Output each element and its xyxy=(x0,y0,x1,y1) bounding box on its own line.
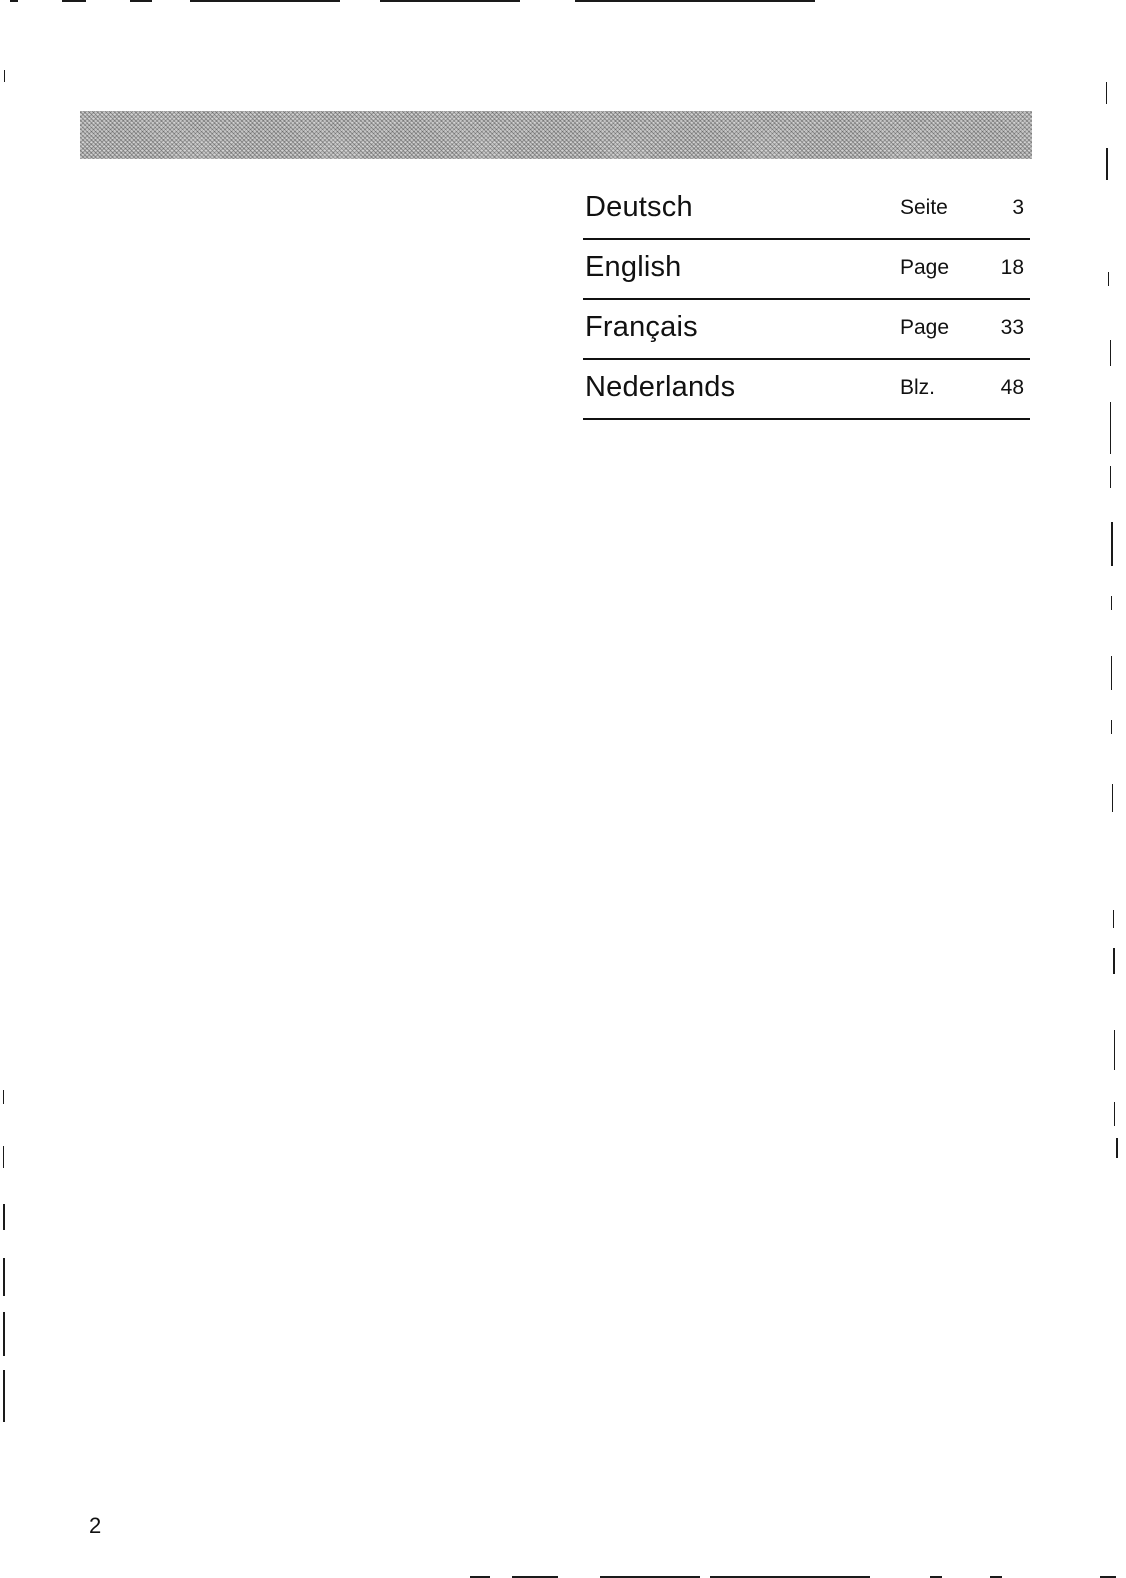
scan-artifact xyxy=(575,0,815,2)
toc-page-number: 33 xyxy=(1000,316,1024,339)
scan-artifact xyxy=(4,70,5,82)
header-band xyxy=(80,111,1032,159)
scan-artifact xyxy=(1108,272,1109,286)
toc-page-label: Seite xyxy=(900,196,948,219)
scan-artifact xyxy=(130,0,152,2)
scan-artifact xyxy=(3,1370,5,1422)
scan-artifact xyxy=(1111,720,1112,734)
toc-page-label: Page xyxy=(900,316,950,339)
scan-artifact xyxy=(1111,596,1112,610)
toc-row-deutsch xyxy=(583,180,1030,240)
scan-artifact xyxy=(1111,522,1113,566)
toc-page-number: 3 xyxy=(1012,196,1024,219)
toc-row-english xyxy=(583,240,1030,300)
scan-artifact xyxy=(62,0,86,2)
scan-artifact xyxy=(1111,656,1112,690)
scan-artifact xyxy=(3,1312,5,1356)
scan-artifact xyxy=(3,1090,4,1104)
scan-artifact xyxy=(190,0,340,2)
language-index xyxy=(583,180,1030,420)
toc-language: English xyxy=(585,251,682,283)
toc-page-number: 18 xyxy=(1000,256,1024,279)
scan-artifact xyxy=(1114,1102,1115,1126)
toc-page-number: 48 xyxy=(1000,376,1024,399)
toc-language: Nederlands xyxy=(585,371,736,403)
scan-artifact xyxy=(380,0,520,2)
scan-artifact xyxy=(3,1258,5,1296)
scan-artifact xyxy=(1106,148,1108,180)
scan-artifact xyxy=(1116,1138,1118,1158)
scan-artifact xyxy=(1113,910,1114,928)
scan-artifact xyxy=(10,0,18,2)
scan-artifact xyxy=(1113,948,1115,974)
scan-artifact xyxy=(1110,466,1111,488)
toc-language: Deutsch xyxy=(585,191,693,223)
toc-row-francais xyxy=(583,300,1030,360)
scan-artifact xyxy=(1114,1030,1115,1070)
page-number: 2 xyxy=(89,1513,102,1538)
scan-artifact xyxy=(1110,340,1111,366)
scan-artifact xyxy=(3,1146,4,1168)
toc-page-label: Blz. xyxy=(900,376,936,399)
scan-artifact xyxy=(1106,82,1107,104)
scan-artifact xyxy=(3,1204,5,1230)
toc-language: Français xyxy=(585,311,698,343)
toc-page-label: Page xyxy=(900,256,950,279)
scan-artifact xyxy=(1112,784,1113,812)
scan-artifact xyxy=(1110,402,1111,454)
toc-row-nederlands xyxy=(583,360,1030,420)
